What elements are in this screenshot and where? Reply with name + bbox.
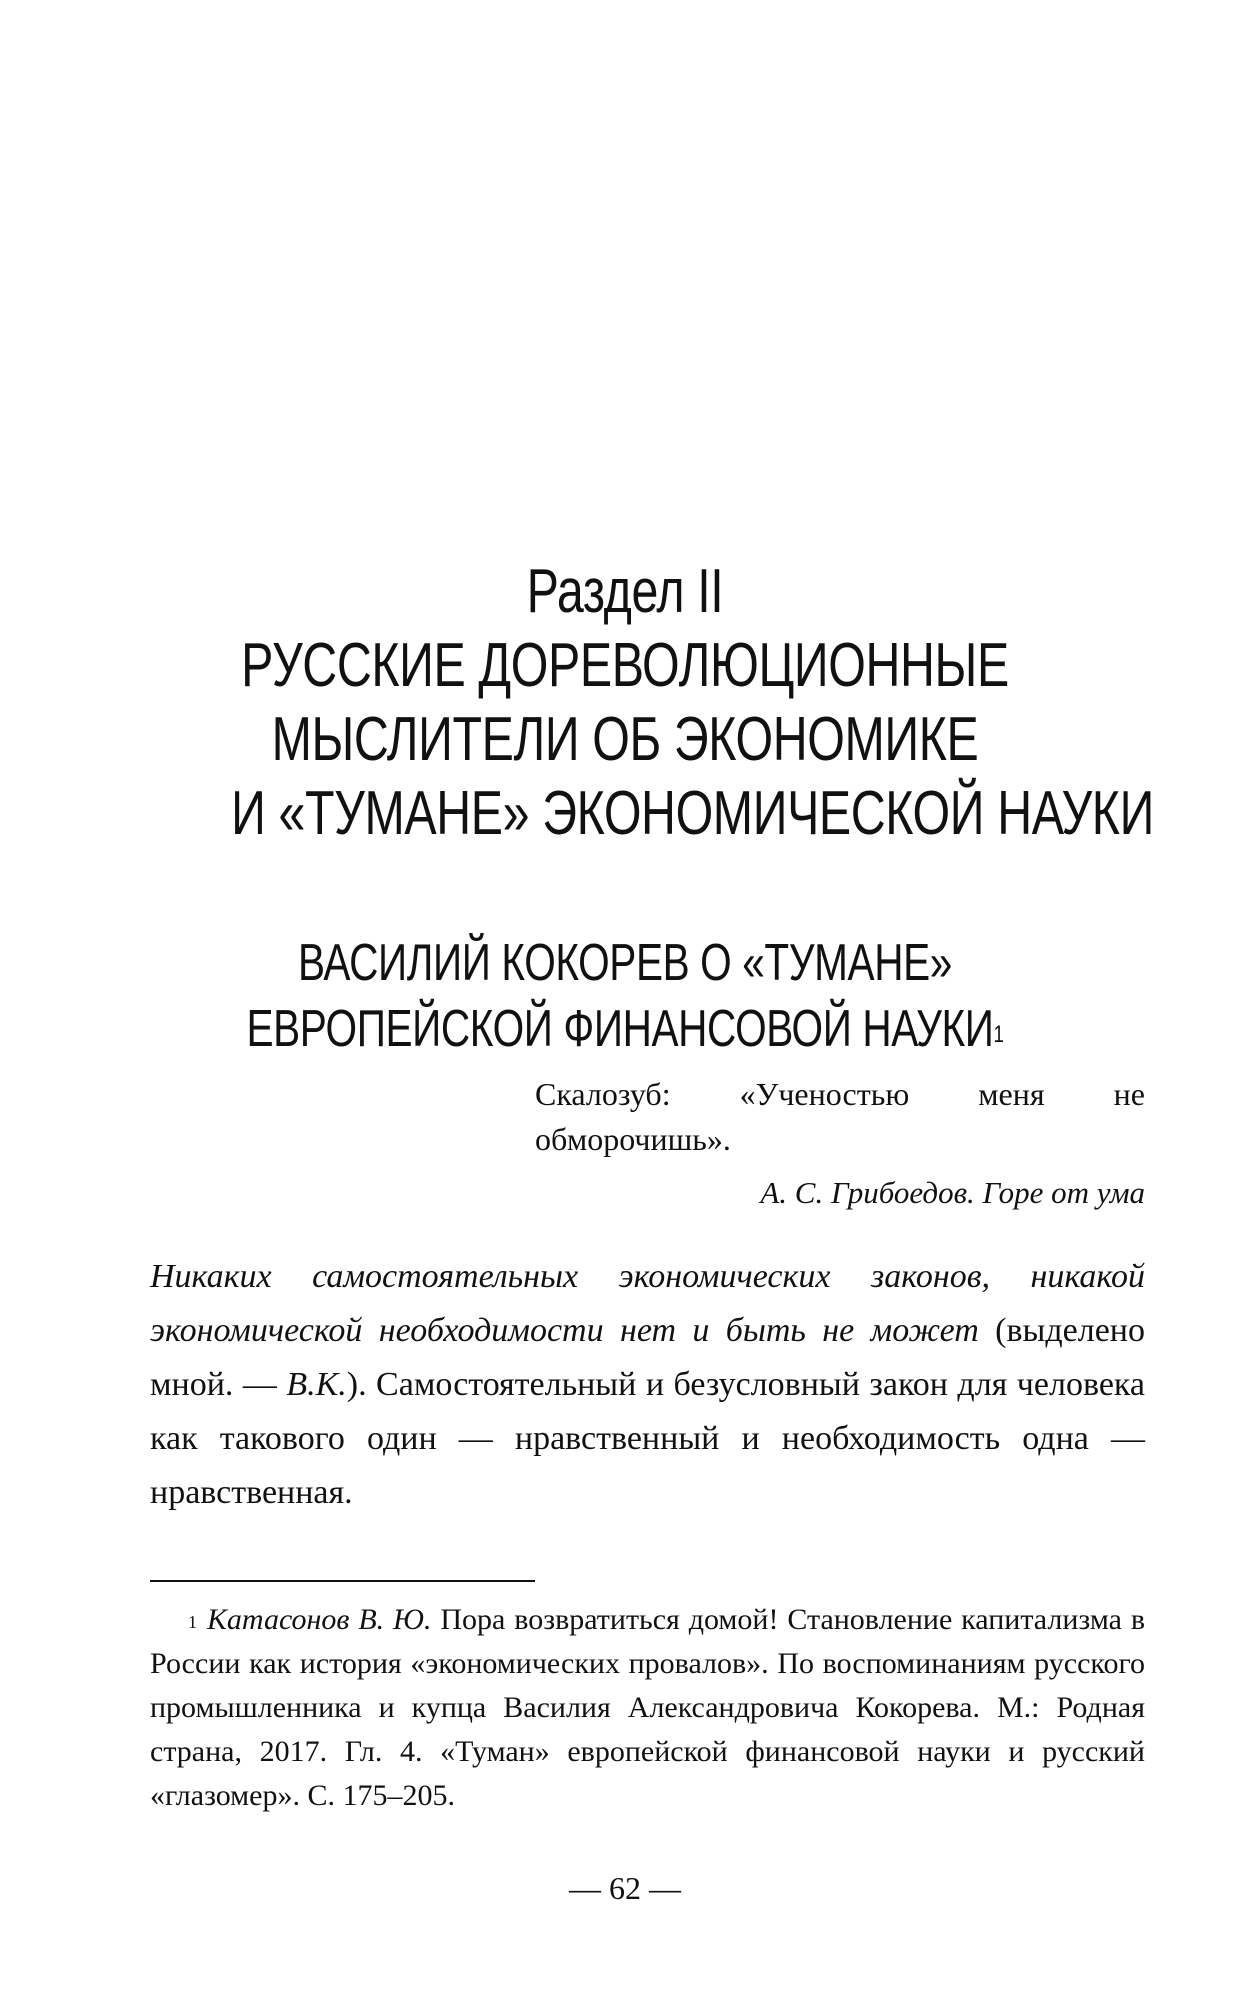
footnote-divider	[150, 1580, 535, 1582]
body-rest: ). Самостоятельный и безусловный закон для человека как такового один — нравственный и необходимость одна — нравственная.	[150, 1366, 1146, 1511]
footnote-mark: 1	[188, 1612, 197, 1632]
section-label: Раздел II	[526, 557, 724, 626]
chapter-footnote-ref: 1	[993, 1021, 1004, 1048]
chapter-heading	[231, 930, 1019, 1062]
section-title-line-3: И «ТУМАНЕ» ЭКОНОМИЧЕСКОЙ НАУКИ	[231, 779, 1154, 848]
section-title-line-1: РУССКИЕ ДОРЕВОЛЮЦИОННЫЕ	[241, 631, 1009, 700]
footnote	[150, 1598, 1145, 1818]
body-initials: В.К.	[286, 1366, 347, 1403]
epigraph-quote: Скалозуб: «Ученостью меня не обморочишь».	[535, 1076, 1145, 1157]
epigraph	[535, 1072, 1145, 1215]
body-paragraph	[150, 1250, 1145, 1520]
page-number: — 62 —	[569, 1870, 681, 1906]
section-heading	[231, 555, 1154, 851]
footnote-text: Пора возвратиться домой! Становление капитализма в России как история «экономических провалов». По воспоминаниям русского промышленника и купца Василия Александровича Кокорева. М.: Родная страна, 2017. Гл. 4. «Туман» европейской финансовой науки и русский «глазомер». С. 175–205.	[150, 1603, 1145, 1812]
body-italic-part: Никаких самостоятельных экономических законов, никакой экономической необходимости нет и быть не может	[150, 1258, 1145, 1349]
chapter-title-line-1: ВАСИЛИЙ КОКОРЕВ О «ТУМАНЕ»	[298, 934, 952, 992]
epigraph-author: А. С. Грибоедов. Горе от ума	[760, 1175, 1145, 1210]
section-title-line-2: МЫСЛИТЕЛИ ОБ ЭКОНОМИКЕ	[271, 705, 979, 774]
chapter-title-line-2	[231, 996, 1019, 1062]
chapter-title-line-2-text: ЕВРОПЕЙСКОЙ ФИНАНСОВОЙ НАУКИ	[246, 1000, 994, 1058]
body-normal-part: (выделено мной. —	[150, 1312, 1145, 1403]
footnote-author: Катасонов В. Ю.	[207, 1603, 432, 1636]
